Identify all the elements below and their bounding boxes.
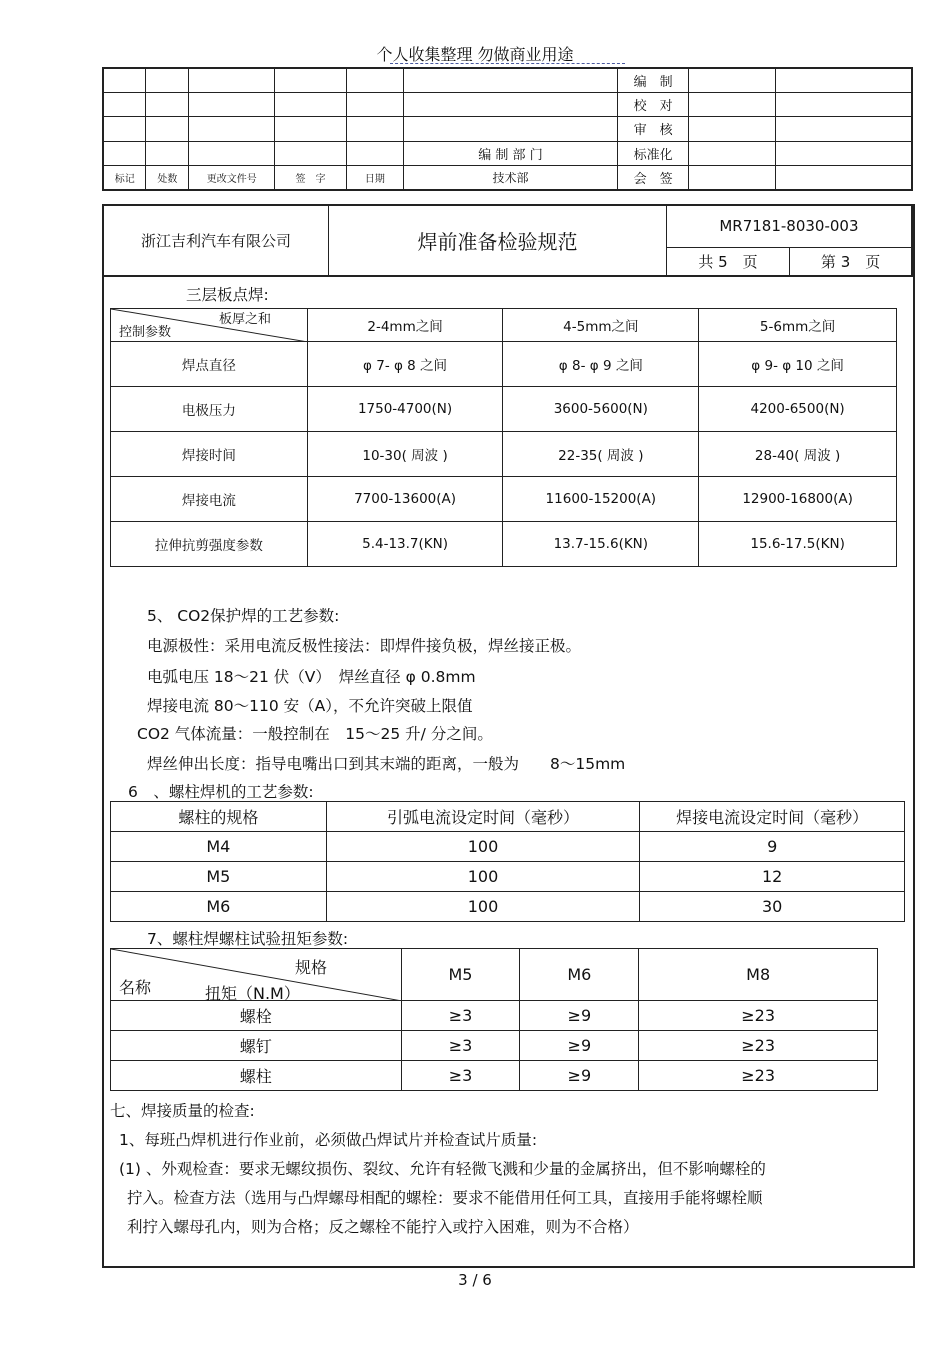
- diag-top-label: 规格: [295, 958, 328, 977]
- diag-bottom-label: 扭矩（N.M）: [205, 984, 300, 1003]
- row-label: 电极压力: [111, 387, 308, 432]
- revision-row: [103, 117, 912, 141]
- table-cell: 13.7-15.6(KN): [503, 522, 699, 567]
- revision-block-table: [102, 67, 913, 191]
- three-layer-table: [110, 308, 897, 567]
- column-header: M8: [639, 949, 878, 1001]
- table-cell: 30: [640, 892, 905, 922]
- approval-label: 编 制: [618, 68, 689, 93]
- table-cell: 9: [640, 832, 905, 862]
- column-header: 焊接电流设定时间（毫秒）: [640, 802, 905, 832]
- table-cell: 11600-15200(A): [503, 477, 699, 522]
- diagonal-header-cell: [111, 949, 402, 1001]
- diagonal-header-cell: [111, 309, 308, 342]
- table-cell: φ 9- φ 10 之间: [699, 342, 897, 387]
- column-header: 螺柱的规格: [111, 802, 327, 832]
- table-row: [111, 387, 897, 432]
- rev-header-count: 处数: [146, 165, 189, 190]
- column-header: 2-4mm之间: [307, 309, 503, 342]
- torque-heading: 7、螺柱焊螺柱试验扭矩参数:: [147, 930, 349, 948]
- table-row: [111, 1061, 878, 1091]
- table-row: [111, 477, 897, 522]
- revision-row: [103, 68, 912, 93]
- total-pages: 共 5 页: [666, 247, 789, 276]
- table-row: [111, 862, 905, 892]
- table-row: [111, 342, 897, 387]
- table-cell: ≥23: [639, 1031, 878, 1061]
- watermark-underline: [390, 63, 625, 64]
- co2-line: 电弧电压 18～21 伏（V） 焊丝直径 φ 0.8mm: [147, 668, 476, 686]
- revision-header-row: [103, 165, 912, 190]
- quality-item-1-1-line: (1) 、外观检查：要求无螺纹损伤、裂纹、允许有轻微飞溅和少量的金属挤出，但不影响螺栓的: [119, 1160, 766, 1178]
- table-cell: 10-30( 周波 ): [307, 432, 503, 477]
- stud-table: [110, 801, 905, 922]
- co2-line: 电源极性：采用电流反极性接法：即焊件接负极，焊丝接正极。: [147, 637, 582, 655]
- row-label: 螺柱: [111, 1061, 402, 1091]
- watermark-text: 个人收集整理 勿做商业用途: [376, 45, 574, 64]
- table-cell: 28-40( 周波 ): [699, 432, 897, 477]
- table-cell: ≥3: [401, 1031, 520, 1061]
- row-label: 焊接电流: [111, 477, 308, 522]
- current-page: 第 3 页: [790, 247, 912, 276]
- diag-left-label: 名称: [119, 978, 152, 997]
- table-cell: M6: [111, 892, 327, 922]
- table-cell: 1750-4700(N): [307, 387, 503, 432]
- approval-label: 标准化: [618, 141, 689, 165]
- row-label: 螺钉: [111, 1031, 402, 1061]
- approval-label: 会 签: [618, 165, 689, 190]
- table-cell: φ 7- φ 8 之间: [307, 342, 503, 387]
- document-number: MR7181-8030-003: [666, 205, 912, 247]
- document-title: 焊前准备检验规范: [329, 205, 667, 276]
- rev-header-mark: 标记: [103, 165, 146, 190]
- table-cell: 100: [326, 892, 640, 922]
- table-cell: ≥9: [520, 1001, 639, 1031]
- torque-table: [110, 948, 878, 1091]
- column-header: 引弧电流设定时间（毫秒）: [326, 802, 640, 832]
- rev-header-docno: 更改文件号: [189, 165, 275, 190]
- table-cell: 4200-6500(N): [699, 387, 897, 432]
- table-cell: ≥9: [520, 1061, 639, 1091]
- table-row: [111, 892, 905, 922]
- column-header: 5-6mm之间: [699, 309, 897, 342]
- quality-item-1-1-line: 利拧入螺母孔内，则为合格；反之螺栓不能拧入或拧入困难，则为不合格）: [127, 1218, 639, 1236]
- rev-header-sign: 签 字: [275, 165, 347, 190]
- diag-bottom-label: 控制参数: [119, 325, 172, 340]
- table-cell: 5.4-13.7(KN): [307, 522, 503, 567]
- column-header: M5: [401, 949, 520, 1001]
- quality-item-1-1-line: 拧入。检查方法（选用与凸焊螺母相配的螺栓：要求不能借用任何工具，直接用手能将螺栓顺: [127, 1189, 763, 1207]
- rev-header-date: 日期: [346, 165, 403, 190]
- quality-item-1: 1、每班凸焊机进行作业前，必须做凸焊试片并检查试片质量:: [119, 1131, 538, 1149]
- table-cell: 100: [326, 862, 640, 892]
- co2-line: 焊丝伸出长度：指导电嘴出口到其末端的距离，一般为 8～15mm: [147, 755, 626, 773]
- table-cell: ≥3: [401, 1001, 520, 1031]
- row-label: 焊接时间: [111, 432, 308, 477]
- table-cell: 12: [640, 862, 905, 892]
- table-cell: 15.6-17.5(KN): [699, 522, 897, 567]
- table-cell: M5: [111, 862, 327, 892]
- table-cell: ≥9: [520, 1031, 639, 1061]
- three-layer-heading: 三层板点焊:: [186, 286, 269, 304]
- row-label: 螺栓: [111, 1001, 402, 1031]
- quality-heading: 七、焊接质量的检查:: [110, 1102, 255, 1120]
- dept-value: 技术部: [403, 165, 617, 190]
- column-header: 4-5mm之间: [503, 309, 699, 342]
- table-cell: 100: [326, 832, 640, 862]
- table-cell: 22-35( 周波 ): [503, 432, 699, 477]
- table-row: [111, 832, 905, 862]
- co2-line: CO2 气体流量：一般控制在 15～25 升/ 分之间。: [137, 725, 493, 743]
- dept-label: 编 制 部 门: [403, 141, 617, 165]
- column-header: M6: [520, 949, 639, 1001]
- table-cell: φ 8- φ 9 之间: [503, 342, 699, 387]
- approval-label: 校 对: [618, 93, 689, 117]
- table-cell: ≥23: [639, 1061, 878, 1091]
- diag-top-label: 板厚之和: [219, 312, 272, 327]
- document-header: [102, 204, 913, 277]
- table-cell: ≥23: [639, 1001, 878, 1031]
- revision-row: [103, 93, 912, 117]
- stud-heading: 6 、螺柱焊机的工艺参数:: [128, 783, 314, 801]
- approval-label: 审 核: [618, 117, 689, 141]
- page-number: 3 / 6: [458, 1271, 492, 1289]
- company-name: 浙江吉利汽车有限公司: [103, 205, 329, 276]
- row-label: 拉伸抗剪强度参数: [111, 522, 308, 567]
- table-row: [111, 1001, 878, 1031]
- row-label: 焊点直径: [111, 342, 308, 387]
- revision-row: [103, 141, 912, 165]
- co2-heading: 5、 CO2保护焊的工艺参数:: [147, 607, 340, 625]
- table-row: [111, 1031, 878, 1061]
- table-row: [111, 432, 897, 477]
- table-cell: M4: [111, 832, 327, 862]
- table-cell: ≥3: [401, 1061, 520, 1091]
- table-row: [111, 522, 897, 567]
- table-cell: 3600-5600(N): [503, 387, 699, 432]
- table-cell: 12900-16800(A): [699, 477, 897, 522]
- co2-line: 焊接电流 80～110 安（A），不允许突破上限值: [147, 697, 473, 715]
- table-cell: 7700-13600(A): [307, 477, 503, 522]
